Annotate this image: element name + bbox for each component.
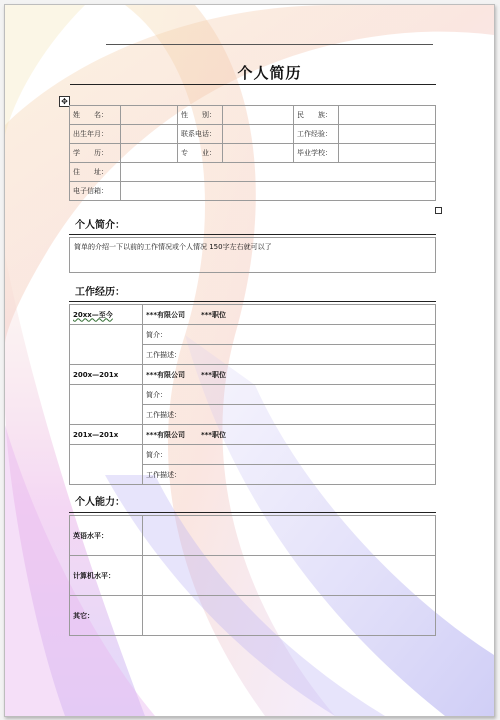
- skills-rule: [69, 512, 436, 513]
- phone-value[interactable]: [223, 125, 294, 144]
- work-period-blank: [70, 325, 143, 365]
- skills-heading: 个人能力：: [75, 497, 125, 508]
- work-desc[interactable]: 工作描述：: [143, 405, 436, 425]
- work-company: ***有限公司: [146, 370, 185, 379]
- major-label: 专 业：: [178, 144, 223, 163]
- personal-info-table: [69, 105, 436, 201]
- school-label: 毕业学校：: [294, 144, 339, 163]
- title-underline: [70, 84, 436, 85]
- intro-rule: [69, 234, 436, 235]
- address-value[interactable]: [121, 163, 436, 182]
- computer-label: 计算机水平：: [70, 556, 143, 596]
- computer-value[interactable]: [143, 556, 436, 596]
- work-position: ***职位: [200, 430, 226, 439]
- other-value[interactable]: [143, 596, 436, 636]
- ethnicity-value[interactable]: [339, 106, 436, 125]
- intro-text[interactable]: 简单的介绍一下以前的工作情况或个人情况 150字左右就可以了: [69, 237, 436, 273]
- work-period-blank: [70, 445, 143, 485]
- header-rule: [106, 44, 433, 45]
- work-brief[interactable]: 简介：: [143, 385, 436, 405]
- english-value[interactable]: [143, 516, 436, 556]
- english-label: 英语水平：: [70, 516, 143, 556]
- address-label: 住 址：: [70, 163, 121, 182]
- ethnicity-label: 民 族：: [294, 106, 339, 125]
- gender-value[interactable]: [223, 106, 294, 125]
- email-label: 电子信箱：: [70, 182, 121, 201]
- work-period-text: 20xx—至今: [73, 310, 113, 319]
- experience-label: 工作经验：: [294, 125, 339, 144]
- birth-value[interactable]: [121, 125, 178, 144]
- work-entry-1: [70, 305, 436, 325]
- work-entry-3: [70, 425, 436, 445]
- document-page: [4, 4, 495, 717]
- table-move-handle-icon[interactable]: ✥: [59, 96, 70, 107]
- work-heading: 工作经历：: [75, 287, 125, 298]
- skills-table: [69, 515, 436, 636]
- intro-heading: 个人简介：: [75, 220, 125, 231]
- work-company: ***有限公司: [146, 310, 185, 319]
- gender-label: 性 别：: [178, 106, 223, 125]
- work-company-position[interactable]: [143, 365, 436, 385]
- work-brief[interactable]: 简介：: [143, 445, 436, 465]
- work-company-position[interactable]: [143, 425, 436, 445]
- education-label: 学 历：: [70, 144, 121, 163]
- table-resize-handle[interactable]: [435, 207, 442, 214]
- work-position: ***职位: [200, 310, 226, 319]
- work-period: 201x—201x: [70, 425, 143, 445]
- page-title: 个人简历: [237, 64, 302, 82]
- work-table: [69, 304, 436, 485]
- email-value[interactable]: [121, 182, 436, 201]
- birth-label: 出生年月：: [70, 125, 121, 144]
- work-company-position[interactable]: [143, 305, 436, 325]
- education-value[interactable]: [121, 144, 178, 163]
- major-value[interactable]: [223, 144, 294, 163]
- work-desc[interactable]: 工作描述：: [143, 465, 436, 485]
- work-period-blank: [70, 385, 143, 425]
- school-value[interactable]: [339, 144, 436, 163]
- other-label: 其它：: [70, 596, 143, 636]
- work-desc[interactable]: 工作描述：: [143, 345, 436, 365]
- work-company: ***有限公司: [146, 430, 185, 439]
- work-position: ***职位: [200, 370, 226, 379]
- phone-label: 联系电话：: [178, 125, 223, 144]
- work-entry-2: [70, 365, 436, 385]
- name-label: 姓 名：: [70, 106, 121, 125]
- work-rule: [69, 301, 436, 302]
- work-brief[interactable]: 简介：: [143, 325, 436, 345]
- work-period: [70, 305, 143, 325]
- name-value[interactable]: [121, 106, 178, 125]
- work-period: 200x—201x: [70, 365, 143, 385]
- experience-value[interactable]: [339, 125, 436, 144]
